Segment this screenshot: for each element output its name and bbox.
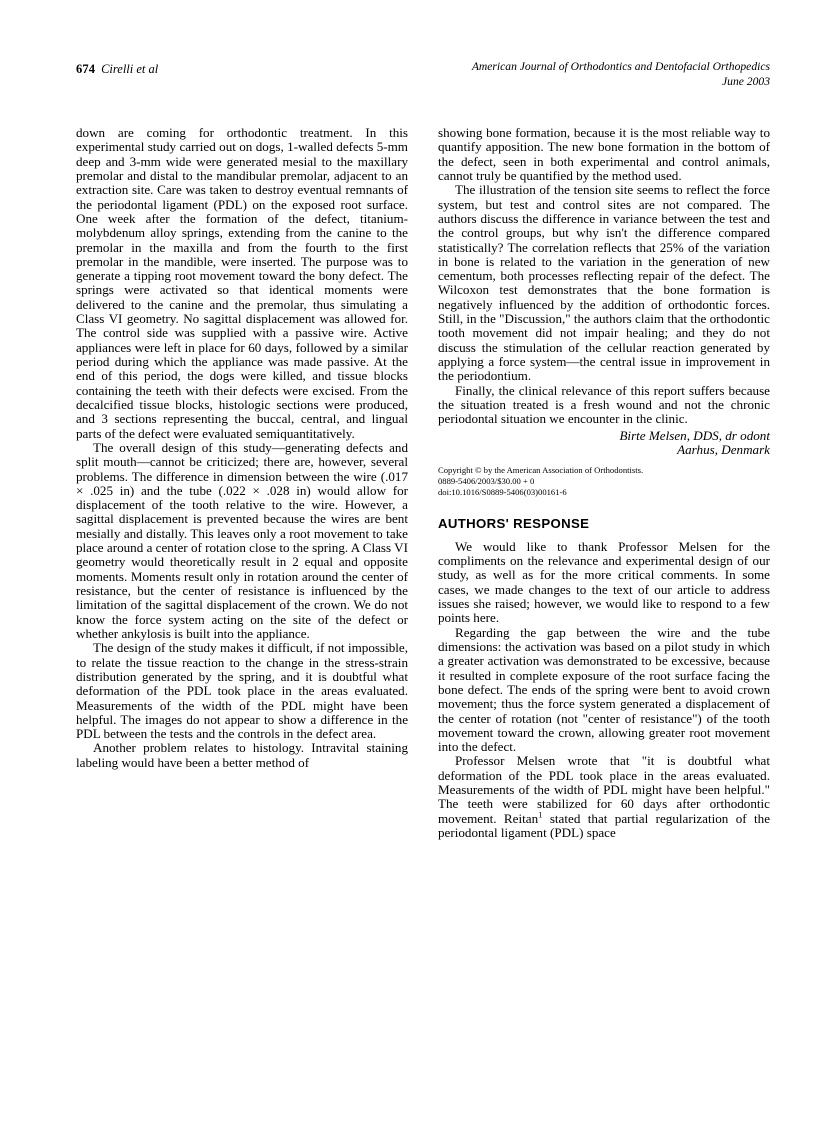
running-head-left (76, 60, 158, 78)
doi-line: doi:10.1016/S0889-5406(03)00161-6 (438, 487, 567, 498)
copyright-block (438, 465, 770, 499)
paragraph-text-part-2: stated that partial regularization of the periodontal ligament (PDL) space (438, 810, 771, 841)
copyright-line: Copyright © by the American Association of Orthodontists. (438, 464, 644, 475)
running-head-authors: Cirelli et al (101, 62, 159, 76)
signature-name: Birte Melsen, DDS, dr odont (619, 427, 770, 443)
paragraph: Regarding the gap between the wire and the tube dimensions: the activation was based on a pilot study in which a greater activation was demonstrated to be excessive, because it resulted in complete exposure of the root surface facing the bone defect. The ends of the spring were bent to avoid crown movement; thus the force system generated a displacement of the center of rotation (not "center of resistance") of the tooth movement toward the crown, allowing greater root movement into the defect. (438, 624, 770, 755)
paragraph-with-reference (438, 754, 770, 840)
paragraph: We would like to thank Professor Melsen for the compliments on the relevance and experimental design of our study, as well as for the more critical comments. In some cases, we made changes to the text of our article to address issues she raised; however, we would like to respond to a few points here. (438, 538, 770, 626)
reference-marker: 1 (538, 809, 543, 820)
paragraph: Finally, the clinical relevance of this report suffers because the situation treated is a fresh wound and not the chronic periodontal situation we encounter in the clinic. (438, 382, 770, 427)
paragraph: The overall design of this study—generating defects and split mouth—cannot be criticized; there are, however, several problems. The difference in dimension between the wire (.017 × .025 in) and the tube (.022 × .028 in) would allow for displacement of the tooth relative to the wire. However, a sagittal displacement is prevented because the wires are bent mesially and distally. This leaves only a root movement to take place around a center of rotation close to the spring. A Class VI geometry would theoretically result in 2 equal and opposite moments. Moments result only in rotation around the center of resistance, but the center of resistance is influenced by the limitation of the sagittal displacement of the crown. We do not know the force system acting on the site of the defect or whether ankylosis is built into the appliance. (76, 439, 408, 641)
paragraph: The illustration of the tension site seems to reflect the force system, but test and control sites are not compared. The authors discuss the difference in variance between the test and the control groups, but why isn't the difference compared statistically? The correlation reflects that 25% of the variation in bone is related to the variation in the generation of new cementum, both processes reflecting repair of the defect. The Wilcoxon test demonstrates that the bone formation is negatively influenced by the addition of orthodontic forces. Still, in the "Discussion," the authors claim that the orthodontic tooth movement did not impair healing; and they do not discuss the stimulation of the cellular reaction generated by applying a force system—the central issue in improvement in the periodontium. (438, 182, 770, 384)
issue-date: June 2003 (722, 74, 770, 88)
paragraph: down are coming for orthodontic treatment. In this experimental study carried out on dogs, 1-walled defects 5-mm deep and 3-mm wide were generated mesial to the maxillary premolar and distal to the mandibular premolar, adjacent to an extraction site. Care was taken to destroy eventual remnants of the periodontal ligament (PDL) on the exposed root surface. One week after the formation of the defect, titanium-molybdenum alloy springs, extending from the canine to the premolar in the maxilla and from the fourth to the first premolar in the mandible, were inserted. The purpose was to generate a tipping root movement toward the bony defect. The springs were activated so that identical moments were delivered to the canine and the premolar, thus simulating a Class VI geometry. No sagittal displacement was allowed for. The control side was supplied with a passive wire. Active appliances were left in place for 60 days, followed by a similar period during which the appliance was made passive. At the end of this period, the dogs were killed, and tissue blocks containing the teeth with their defects were excised. From the decalcified tissue blocks, histologic sections were produced, and 3 sections representing the buccal, central, and lingual parts of the defect were evaluated semiquantitatively. (76, 125, 408, 441)
issn-price-line: 0889-5406/2003/$30.00 + 0 (438, 475, 535, 486)
column-left (76, 126, 408, 770)
section-heading-authors-response: AUTHORS' RESPONSE (438, 515, 590, 531)
paragraph: showing bone formation, because it is the most reliable way to quantify apposition. The new bone formation in the bottom of the defect, seen in both experimental and control animals, cannot truly be quantified by the method used. (438, 125, 770, 183)
running-head-right (472, 60, 770, 89)
paragraph: Another problem relates to histology. Intravital staining labeling would have been a better method of (76, 740, 408, 770)
paragraph-text-part-1: Professor Melsen wrote that "it is doubtful what deformation of the PDL took place in the areas evaluated. Measurements of the width of PDL might have been helpful." The teeth were stabilized for 60 days after orthodontic movement. Reitan (438, 753, 770, 826)
signature-location: Aarhus, Denmark (677, 442, 770, 458)
column-right (438, 126, 770, 840)
signature-block (438, 429, 770, 458)
paragraph: The design of the study makes it difficult, if not impossible, to relate the tissue reaction to the change in the stress-strain distribution generated by the spring, and it is doubtful what deformation of the PDL took place in the areas evaluated. Measurements of the width of the PDL might have been helpful. The images do not appear to show a difference in the PDL between the tests and the controls in the defect area. (76, 640, 408, 742)
running-head (76, 60, 770, 94)
journal-title: American Journal of Orthodontics and Dentofacial Orthopedics (471, 60, 770, 73)
page-number: 674 (76, 62, 96, 76)
